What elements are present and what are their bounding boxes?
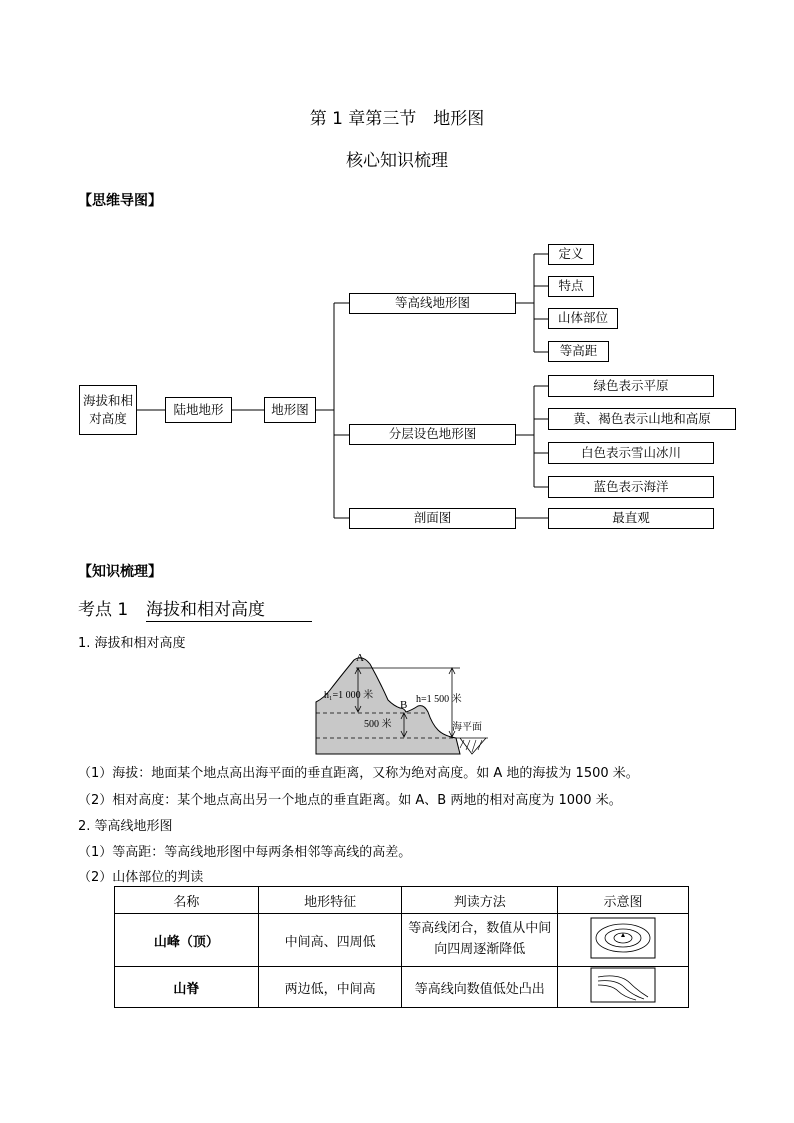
table-cell: 两边低，中间高	[258, 967, 402, 1008]
ridge-diagram-cell	[558, 967, 689, 1008]
mindmap-node-landform: 陆地地形	[165, 397, 232, 423]
item-1: 1. 海拔和相对高度	[78, 636, 186, 651]
table-header: 示意图	[558, 887, 689, 914]
knowledge-heading: 【知识梳理】	[78, 564, 162, 580]
table-row	[115, 967, 689, 1008]
peak-diagram-cell	[558, 914, 689, 967]
table-cell: 中间高、四周低	[258, 914, 402, 967]
table-header: 名称	[115, 887, 259, 914]
mindmap-node-topomap: 地形图	[264, 397, 316, 423]
ridge-contour-icon	[590, 967, 656, 1003]
mountain-parts-table	[114, 886, 689, 1008]
chapter-title: 第 1 章第三节 地形图	[309, 109, 485, 129]
label-h3: 500 米	[364, 719, 392, 730]
table-row	[115, 914, 689, 967]
peak-contour-icon	[590, 917, 656, 959]
label-h1: h₁=1 000 米	[324, 690, 374, 701]
table-header: 判读方法	[402, 887, 558, 914]
paragraph-altitude: （1）海拔：地面某个地点高出海平面的垂直距离，又称为绝对高度。如 A 地的海拔为 1500 米。	[78, 766, 639, 781]
table-cell: 山脊	[115, 967, 259, 1008]
mindmap-branch-contour: 等高线地形图	[349, 293, 516, 314]
mindmap-leaf: 蓝色表示海洋	[548, 476, 714, 498]
mindmap-root: 海拔和相对高度	[79, 385, 137, 435]
mindmap-heading: 【思维导图】	[78, 193, 162, 209]
mindmap-branch-profile: 剖面图	[349, 508, 516, 529]
altitude-diagram	[310, 650, 510, 760]
label-b: B	[400, 699, 408, 711]
paragraph-contour-interval: （1）等高距：等高线地形图中每两条相邻等高线的高差。	[78, 845, 412, 860]
table-header: 地形特征	[258, 887, 402, 914]
subtitle: 核心知识梳理	[346, 151, 448, 171]
mindmap-leaf: 山体部位	[548, 308, 618, 329]
point-title: 海拔和相对高度	[146, 595, 312, 622]
mindmap-leaf: 最直观	[548, 508, 714, 529]
paragraph-relative-height: （2）相对高度：某个地点高出另一个地点的垂直距离。如 A、B 两地的相对高度为 1000 米。	[78, 793, 622, 808]
table-cell: 山峰（顶）	[115, 914, 259, 967]
table-cell: 等高线向数值低处凸出	[402, 967, 558, 1008]
mindmap-leaf: 绿色表示平原	[548, 375, 714, 397]
mindmap-leaf: 白色表示雪山冰川	[548, 442, 714, 464]
mindmap-leaf: 特点	[548, 276, 594, 297]
label-h2: h=1 500 米	[416, 694, 462, 705]
label-sea-level: 海平面	[452, 722, 482, 733]
mindmap-leaf: 黄、褐色表示山地和高原	[548, 408, 736, 430]
mindmap-leaf: 定义	[548, 244, 594, 265]
paragraph-mountain-parts: （2）山体部位的判读	[78, 870, 204, 885]
table-cell: 等高线闭合，数值从中间向四周逐渐降低	[402, 914, 558, 967]
item-2: 2. 等高线地形图	[78, 819, 173, 834]
mindmap-branch-layered: 分层设色地形图	[349, 424, 516, 445]
mindmap-leaf: 等高距	[548, 341, 609, 362]
label-a: A	[356, 652, 364, 664]
point-label: 考点 1	[78, 600, 129, 620]
